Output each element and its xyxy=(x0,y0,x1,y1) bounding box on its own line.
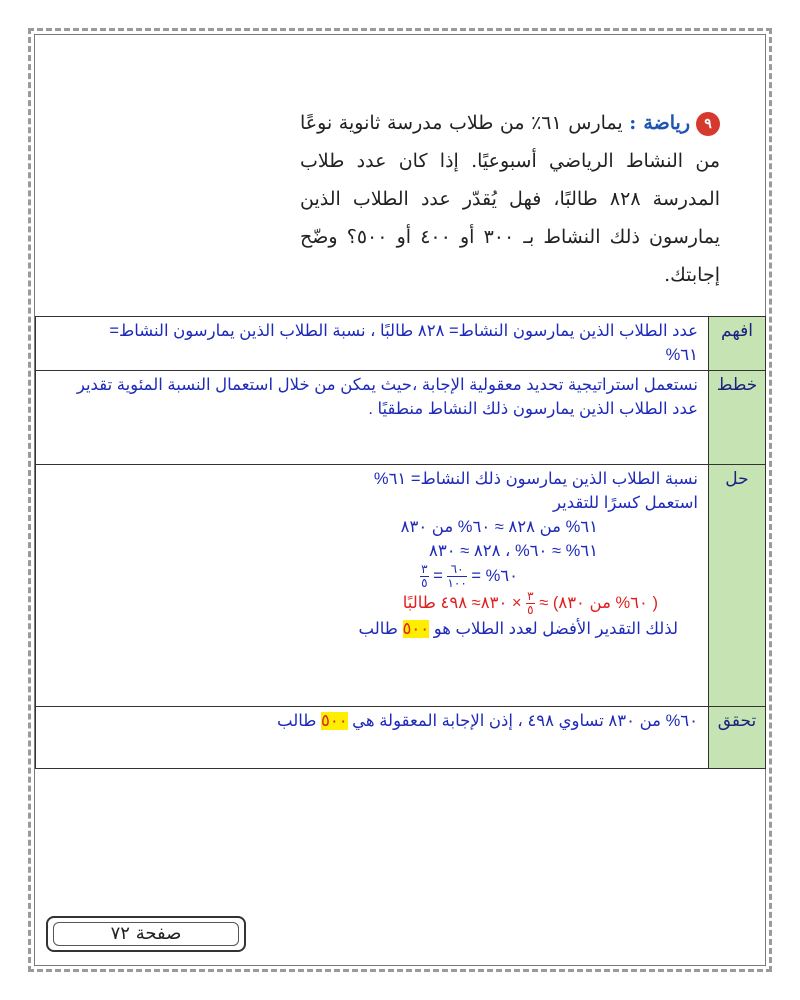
row-solve xyxy=(36,465,766,707)
page-number-box xyxy=(46,916,246,952)
line5-eq: = xyxy=(433,566,443,585)
problem-text: يمارس ٦١٪ من طلاب مدرسة ثانوية نوعًا من النشاط الرياضي أسبوعيًا. إذا كان عدد طلاب المدرسة ٨٢٨ طالبًا، فهل يُقدّر عدد الطلاب الذين يمارسون ذلك النشاط بـ ٣٠٠ أو ٤٠٠ أو ٥٠٠؟ وضّح إجابتك. xyxy=(300,112,720,286)
line5-lhs: ٦٠% = xyxy=(471,566,518,585)
label-check: تحقق xyxy=(709,707,766,769)
frac-num: ٣ xyxy=(527,589,534,603)
row-plan xyxy=(36,371,766,465)
highlight-500: ٥٠٠ xyxy=(402,620,430,638)
fraction-3-5-b xyxy=(526,590,534,617)
solve-line-5 xyxy=(76,563,698,590)
check-text-a: ٦٠% من ٨٣٠ تساوي ٤٩٨ ، إذن الإجابة المعقولة هي xyxy=(352,712,698,730)
problem-title: رياضة : xyxy=(629,112,690,134)
row-understand xyxy=(36,317,766,371)
solve-content xyxy=(36,465,709,707)
solve-line-1: نسبة الطلاب الذين يمارسون ذلك النشاط= ٦١% xyxy=(373,470,698,488)
fraction-3-5 xyxy=(420,563,428,590)
solve-line-6 xyxy=(76,590,698,617)
label-solve: حل xyxy=(709,465,766,707)
frac-num: ٣ xyxy=(421,562,428,576)
frac-den: ٥ xyxy=(421,576,428,590)
solve-line-7 xyxy=(76,617,698,641)
line6-b: × ٨٣٠≈ xyxy=(471,593,522,612)
text-understand: عدد الطلاب الذين يمارسون النشاط= ٨٢٨ طالبًا ، نسبة الطلاب الذين يمارسون النشاط= ٦١% xyxy=(36,317,709,371)
check-highlight-500: ٥٠٠ xyxy=(320,712,348,730)
text-check xyxy=(36,707,709,769)
frac-den: ١٠٠ xyxy=(447,576,467,590)
check-text-b: طالب xyxy=(277,712,317,730)
solve-line-3: ٦١% من ٨٢٨ ≈ ٦٠% من ٨٣٠ xyxy=(400,518,598,536)
page-number-label: صفحة ٧٢ xyxy=(53,922,239,946)
text-plan: نستعمل استراتيجية تحديد معقولية الإجابة ،حيث يمكن من خلال استعمال النسبة المئوية تقدير عدد الطلاب الذين يمارسون ذلك النشاط منطقيًا . xyxy=(36,371,709,465)
frac-num: ٦٠ xyxy=(447,563,466,577)
line6-a: ( ٦٠% من ٨٣٠) ≈ xyxy=(539,593,658,612)
label-plan: خطط xyxy=(709,371,766,465)
fraction-60-100 xyxy=(447,563,466,590)
label-understand: افهم xyxy=(709,317,766,371)
problem-statement xyxy=(300,104,720,294)
solution-table xyxy=(35,316,766,769)
line7-a: لذلك التقدير الأفضل لعدد الطلاب هو xyxy=(433,620,678,638)
problem-number: ٩ xyxy=(696,112,720,136)
line6-result: ٤٩٨ طالبًا xyxy=(402,593,468,612)
row-check xyxy=(36,707,766,769)
solve-line-2: استعمل كسرًا للتقدير xyxy=(553,494,698,512)
solve-line-4: ٦١% ≈ ٦٠% ، ٨٢٨ ≈ ٨٣٠ xyxy=(429,542,598,560)
line7-b: طالب xyxy=(358,620,398,638)
frac-den: ٥ xyxy=(527,603,534,617)
